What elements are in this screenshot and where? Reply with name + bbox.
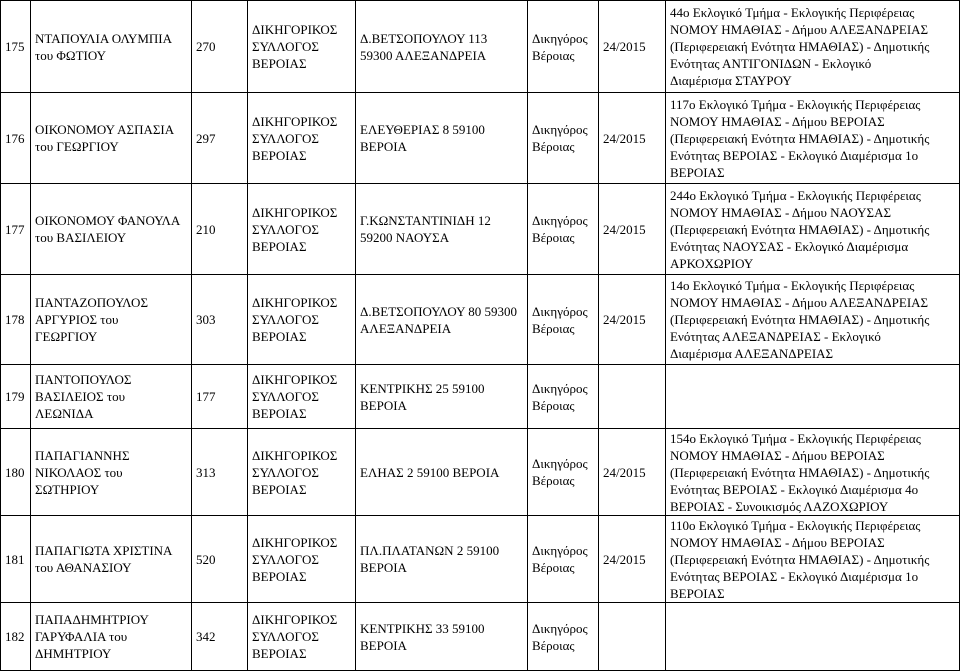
association-cell bbox=[248, 1, 356, 93]
association-line: ΒΕΡΟΙΑΣ bbox=[252, 568, 307, 584]
association-line: ΒΕΡΟΙΑΣ bbox=[252, 147, 307, 163]
profession-line: Βέροιας bbox=[532, 637, 575, 653]
position-line: 154ο Εκλογικό Τμήμα - Εκλογικής Περιφέρειας bbox=[670, 430, 921, 446]
position-line: Διαμέρισμα ΑΛΕΞΑΝΔΡΕΙΑΣ bbox=[670, 346, 834, 361]
full-name-cell bbox=[31, 184, 192, 275]
address-cell bbox=[356, 93, 528, 184]
full-name-cell bbox=[31, 603, 192, 671]
address-line: ΠΛ.ΠΛΑΤΑΝΩΝ 2 59100 bbox=[360, 543, 500, 558]
table-row bbox=[1, 603, 960, 671]
address-cell bbox=[356, 603, 528, 671]
profession-cell bbox=[528, 93, 599, 184]
row-number-cell: 175 bbox=[1, 1, 31, 93]
address-line: ΑΛΕΞΑΝΔΡΕΙΑ bbox=[360, 320, 452, 336]
position-cell bbox=[666, 184, 960, 275]
profession-line: Δικηγόρος bbox=[532, 122, 588, 137]
association-line: ΔΙΚΗΓΟΡΙΚΟΣ bbox=[252, 372, 338, 387]
table-row bbox=[1, 365, 960, 429]
full-name-cell bbox=[31, 429, 192, 516]
address-line: Δ.ΒΕΤΣΟΠΟΥΛΟΥ 80 59300 bbox=[360, 303, 518, 319]
votes-cell: 270 bbox=[192, 1, 248, 93]
position-line: 244ο Εκλογικό Τμήμα - Εκλογικής Περιφέρειας bbox=[670, 187, 921, 203]
profession-cell bbox=[528, 1, 599, 93]
association-line: ΔΙΚΗΓΟΡΙΚΟΣ bbox=[252, 447, 338, 463]
full-name-cell bbox=[31, 1, 192, 93]
profession-line: Δικηγόρος bbox=[532, 303, 588, 319]
full-name-line: ΟΙΚΟΝΟΜΟΥ ΑΣΠΑΣΙΑ bbox=[35, 122, 175, 137]
association-line: ΒΕΡΟΙΑΣ bbox=[252, 238, 307, 254]
row-number-cell: 181 bbox=[1, 516, 31, 603]
full-name-line: του ΦΩΤΙΟΥ bbox=[35, 47, 106, 63]
position-line: ΝΟΜΟΥ ΗΜΑΘΙΑΣ - Δήμου ΑΛΕΞΑΝΔΡΕΙΑΣ bbox=[670, 295, 929, 310]
row-number-cell: 176 bbox=[1, 93, 31, 184]
full-name-cell bbox=[31, 275, 192, 365]
position-line: ΝΟΜΟΥ ΗΜΑΘΙΑΣ - Δήμου ΒΕΡΟΙΑΣ bbox=[670, 447, 885, 463]
address-line: ΒΕΡΟΙΑ bbox=[360, 397, 407, 413]
profession-line: Δικηγόρος bbox=[532, 543, 588, 558]
row-number-cell: 178 bbox=[1, 275, 31, 365]
full-name-cell bbox=[31, 93, 192, 184]
profession-line: Δικηγόρος bbox=[532, 620, 588, 636]
position-cell bbox=[666, 1, 960, 93]
full-name-line: ΛΕΩΝΙΔΑ bbox=[35, 406, 94, 421]
profession-cell bbox=[528, 603, 599, 671]
association-cell bbox=[248, 429, 356, 516]
position-line: Ενότητας ΒΕΡΟΙΑΣ - Εκλογικό Διαμέρισμα 1ο bbox=[670, 568, 919, 584]
profession-cell bbox=[528, 365, 599, 429]
association-cell bbox=[248, 275, 356, 365]
decision-cell bbox=[599, 365, 666, 429]
full-name-line: ΓΕΩΡΓΙΟΥ bbox=[35, 329, 98, 344]
profession-cell bbox=[528, 516, 599, 603]
position-cell bbox=[666, 275, 960, 365]
votes-cell: 313 bbox=[192, 429, 248, 516]
address-line: ΒΕΡΟΙΑ bbox=[360, 560, 407, 575]
position-cell bbox=[666, 603, 960, 671]
position-line: 14ο Εκλογικό Τμήμα - Εκλογικής Περιφέρειας bbox=[670, 278, 915, 293]
position-cell bbox=[666, 429, 960, 516]
address-cell bbox=[356, 1, 528, 93]
association-line: ΣΥΛΛΟΓΟΣ bbox=[252, 39, 319, 54]
profession-line: Βέροιας bbox=[532, 560, 575, 575]
position-line: (Περιφερειακή Ενότητα ΗΜΑΘΙΑΣ) - Δημοτικής bbox=[670, 39, 930, 54]
votes-cell: 177 bbox=[192, 365, 248, 429]
address-line: ΚΕΝΤΡΙΚΗΣ 33 59100 bbox=[360, 620, 485, 636]
position-line: 117ο Εκλογικό Τμήμα - Εκλογικής Περιφέρειας bbox=[670, 96, 921, 112]
association-line: ΒΕΡΟΙΑΣ bbox=[252, 646, 307, 661]
full-name-line: ΟΙΚΟΝΟΜΟΥ ΦΑΝΟΥΛΑ bbox=[35, 213, 181, 228]
full-name-line: ΠΑΝΤΑΖΟΠΟΥΛΟΣ bbox=[35, 295, 149, 310]
position-line: ΑΡΚΟΧΩΡΙΟΥ bbox=[670, 255, 754, 271]
profession-cell bbox=[528, 275, 599, 365]
association-cell bbox=[248, 516, 356, 603]
profession-line: Δικηγόρος bbox=[532, 380, 588, 396]
decision-cell: 24/2015 bbox=[599, 184, 666, 275]
votes-cell: 520 bbox=[192, 516, 248, 603]
association-line: ΔΙΚΗΓΟΡΙΚΟΣ bbox=[252, 113, 338, 129]
association-line: ΒΕΡΟΙΑΣ bbox=[252, 481, 307, 497]
table-row bbox=[1, 275, 960, 365]
position-line: ΝΟΜΟΥ ΗΜΑΘΙΑΣ - Δήμου ΒΕΡΟΙΑΣ bbox=[670, 113, 885, 129]
position-line: ΒΕΡΟΙΑΣ - Συνοικισμός ΛΑΖΟΧΩΡΙΟΥ bbox=[670, 498, 889, 514]
association-line: ΔΙΚΗΓΟΡΙΚΟΣ bbox=[252, 22, 338, 37]
profession-line: Δικηγόρος bbox=[532, 213, 588, 228]
position-line: Ενότητας ΒΕΡΟΙΑΣ - Εκλογικό Διαμέρισμα 1ο bbox=[670, 147, 919, 163]
position-line: 110ο Εκλογικό Τμήμα - Εκλογικής Περιφέρειας bbox=[670, 517, 921, 533]
profession-cell bbox=[528, 429, 599, 516]
full-name-line: ΑΡΓΥΡΙΟΣ του bbox=[35, 312, 119, 327]
decision-cell: 24/2015 bbox=[599, 429, 666, 516]
association-line: ΒΕΡΟΙΑΣ bbox=[252, 56, 307, 71]
position-line: ΝΟΜΟΥ ΗΜΑΘΙΑΣ - Δήμου ΒΕΡΟΙΑΣ bbox=[670, 534, 885, 550]
position-cell bbox=[666, 516, 960, 603]
association-cell bbox=[248, 603, 356, 671]
position-line: Ενότητας ΒΕΡΟΙΑΣ - Εκλογικό Διαμέρισμα 4ο bbox=[670, 481, 919, 497]
row-number-cell: 182 bbox=[1, 603, 31, 671]
association-line: ΔΙΚΗΓΟΡΙΚΟΣ bbox=[252, 534, 338, 550]
address-line: Δ.ΒΕΤΣΟΠΟΥΛΟΥ 113 bbox=[360, 30, 488, 46]
full-name-cell bbox=[31, 365, 192, 429]
profession-line: Βέροιας bbox=[532, 47, 575, 63]
position-line: (Περιφερειακή Ενότητα ΗΜΑΘΙΑΣ) - Δημοτικής bbox=[670, 221, 930, 237]
address-line: 59300 ΑΛΕΞΑΝΔΡΕΙΑ bbox=[360, 47, 487, 63]
full-name-line: ΣΩΤΗΡΙΟΥ bbox=[35, 481, 100, 497]
profession-line: Βέροιας bbox=[532, 397, 575, 413]
association-line: ΔΙΚΗΓΟΡΙΚΟΣ bbox=[252, 295, 338, 310]
association-line: ΒΕΡΟΙΑΣ bbox=[252, 406, 307, 421]
full-name-line: ΠΑΠΑΔΗΜΗΤΡΙΟΥ bbox=[35, 612, 149, 627]
position-line: Ενότητας ΑΛΕΞΑΝΔΡΕΙΑΣ - Εκλογικό bbox=[670, 329, 881, 344]
address-line: 59200 ΝΑΟΥΣΑ bbox=[360, 230, 450, 245]
position-cell bbox=[666, 93, 960, 184]
decision-cell: 24/2015 bbox=[599, 275, 666, 365]
full-name-line: ΔΗΜΗΤΡΙΟΥ bbox=[35, 646, 112, 661]
association-line: ΣΥΛΛΟΓΟΣ bbox=[252, 389, 319, 404]
position-line: Ενότητας ΝΑΟΥΣΑΣ - Εκλογικό Διαμέρισμα bbox=[670, 238, 909, 254]
address-line: ΒΕΡΟΙΑ bbox=[360, 139, 407, 154]
address-cell bbox=[356, 516, 528, 603]
association-line: ΣΥΛΛΟΓΟΣ bbox=[252, 312, 319, 327]
position-line: Διαμέρισμα ΣΤΑΥΡΟΥ bbox=[670, 73, 792, 88]
address-cell bbox=[356, 275, 528, 365]
association-line: ΣΥΛΛΟΓΟΣ bbox=[252, 221, 319, 237]
association-line: ΔΙΚΗΓΟΡΙΚΟΣ bbox=[252, 612, 338, 627]
row-number-cell: 177 bbox=[1, 184, 31, 275]
full-name-line: ΠΑΠΑΓΙΩΤΑ ΧΡΙΣΤΙΝΑ bbox=[35, 543, 173, 558]
position-line: ΝΟΜΟΥ ΗΜΑΘΙΑΣ - Δήμου ΝΑΟΥΣΑΣ bbox=[670, 204, 892, 220]
address-cell bbox=[356, 429, 528, 516]
full-name-line: του ΒΑΣΙΛΕΙΟΥ bbox=[35, 230, 127, 245]
association-cell bbox=[248, 365, 356, 429]
profession-line: Βέροιας bbox=[532, 139, 575, 154]
association-line: ΣΥΛΛΟΓΟΣ bbox=[252, 551, 319, 567]
address-line: ΕΛΕΥΘΕΡΙΑΣ 8 59100 bbox=[360, 122, 485, 137]
position-line: Ενότητας ΑΝΤΙΓΟΝΙΔΩΝ - Εκλογικό bbox=[670, 56, 872, 71]
profession-line: Βέροιας bbox=[532, 320, 575, 336]
full-name-cell bbox=[31, 516, 192, 603]
decision-cell bbox=[599, 603, 666, 671]
position-line: (Περιφερειακή Ενότητα ΗΜΑΘΙΑΣ) - Δημοτικής bbox=[670, 312, 930, 327]
association-line: ΒΕΡΟΙΑΣ bbox=[252, 329, 307, 344]
position-line: (Περιφερειακή Ενότητα ΗΜΑΘΙΑΣ) - Δημοτικής bbox=[670, 551, 930, 567]
profession-cell bbox=[528, 184, 599, 275]
votes-cell: 303 bbox=[192, 275, 248, 365]
address-line: Γ.ΚΩΝΣΤΑΝΤΙΝΙΔΗ 12 bbox=[360, 213, 491, 228]
table-row bbox=[1, 184, 960, 275]
votes-cell: 210 bbox=[192, 184, 248, 275]
row-number-cell: 180 bbox=[1, 429, 31, 516]
association-cell bbox=[248, 93, 356, 184]
position-line: ΒΕΡΟΙΑΣ bbox=[670, 585, 725, 601]
decision-cell: 24/2015 bbox=[599, 516, 666, 603]
position-line: ΝΟΜΟΥ ΗΜΑΘΙΑΣ - Δήμου ΑΛΕΞΑΝΔΡΕΙΑΣ bbox=[670, 22, 929, 37]
table-body bbox=[1, 1, 960, 671]
full-name-line: ΝΤΑΠΟΥΛΙΑ ΟΛΥΜΠΙΑ bbox=[35, 30, 173, 46]
decision-cell: 24/2015 bbox=[599, 93, 666, 184]
table-row bbox=[1, 516, 960, 603]
votes-cell: 342 bbox=[192, 603, 248, 671]
address-line: ΕΛΗΑΣ 2 59100 ΒΕΡΟΙΑ bbox=[360, 464, 500, 480]
profession-line: Βέροιας bbox=[532, 473, 575, 488]
association-line: ΣΥΛΛΟΓΟΣ bbox=[252, 130, 319, 146]
position-line: ΒΕΡΟΙΑΣ bbox=[670, 164, 725, 180]
row-number-cell: 179 bbox=[1, 365, 31, 429]
full-name-line: ΝΙΚΟΛΑΟΣ του bbox=[35, 464, 123, 480]
association-line: ΣΥΛΛΟΓΟΣ bbox=[252, 464, 319, 480]
address-line: ΒΕΡΟΙΑ bbox=[360, 637, 407, 653]
table-row bbox=[1, 429, 960, 516]
profession-line: Βέροιας bbox=[532, 230, 575, 245]
position-line: (Περιφερειακή Ενότητα ΗΜΑΘΙΑΣ) - Δημοτικής bbox=[670, 464, 930, 480]
address-cell bbox=[356, 184, 528, 275]
full-name-line: του ΑΘΑΝΑΣΙΟΥ bbox=[35, 560, 132, 575]
position-line: (Περιφερειακή Ενότητα ΗΜΑΘΙΑΣ) - Δημοτικής bbox=[670, 130, 930, 146]
votes-cell: 297 bbox=[192, 93, 248, 184]
association-cell bbox=[248, 184, 356, 275]
full-name-line: ΠΑΠΑΓΙΑΝΝΗΣ bbox=[35, 447, 130, 463]
full-name-line: ΠΑΝΤΟΠΟΥΛΟΣ bbox=[35, 372, 132, 387]
full-name-line: ΒΑΣΙΛΕΙΟΣ του bbox=[35, 389, 126, 404]
full-name-line: ΓΑΡΥΦΑΛΙΑ του bbox=[35, 629, 128, 644]
address-line: ΚΕΝΤΡΙΚΗΣ 25 59100 bbox=[360, 380, 485, 396]
full-name-line: του ΓΕΩΡΓΙΟΥ bbox=[35, 139, 119, 154]
association-line: ΔΙΚΗΓΟΡΙΚΟΣ bbox=[252, 204, 338, 220]
position-line: 44ο Εκλογικό Τμήμα - Εκλογικής Περιφέρειας bbox=[670, 5, 915, 20]
association-line: ΣΥΛΛΟΓΟΣ bbox=[252, 629, 319, 644]
decision-cell: 24/2015 bbox=[599, 1, 666, 93]
position-cell bbox=[666, 365, 960, 429]
table-row bbox=[1, 93, 960, 184]
table-row bbox=[1, 1, 960, 93]
profession-line: Δικηγόρος bbox=[532, 30, 588, 46]
address-cell bbox=[356, 365, 528, 429]
profession-line: Δικηγόρος bbox=[532, 456, 588, 471]
